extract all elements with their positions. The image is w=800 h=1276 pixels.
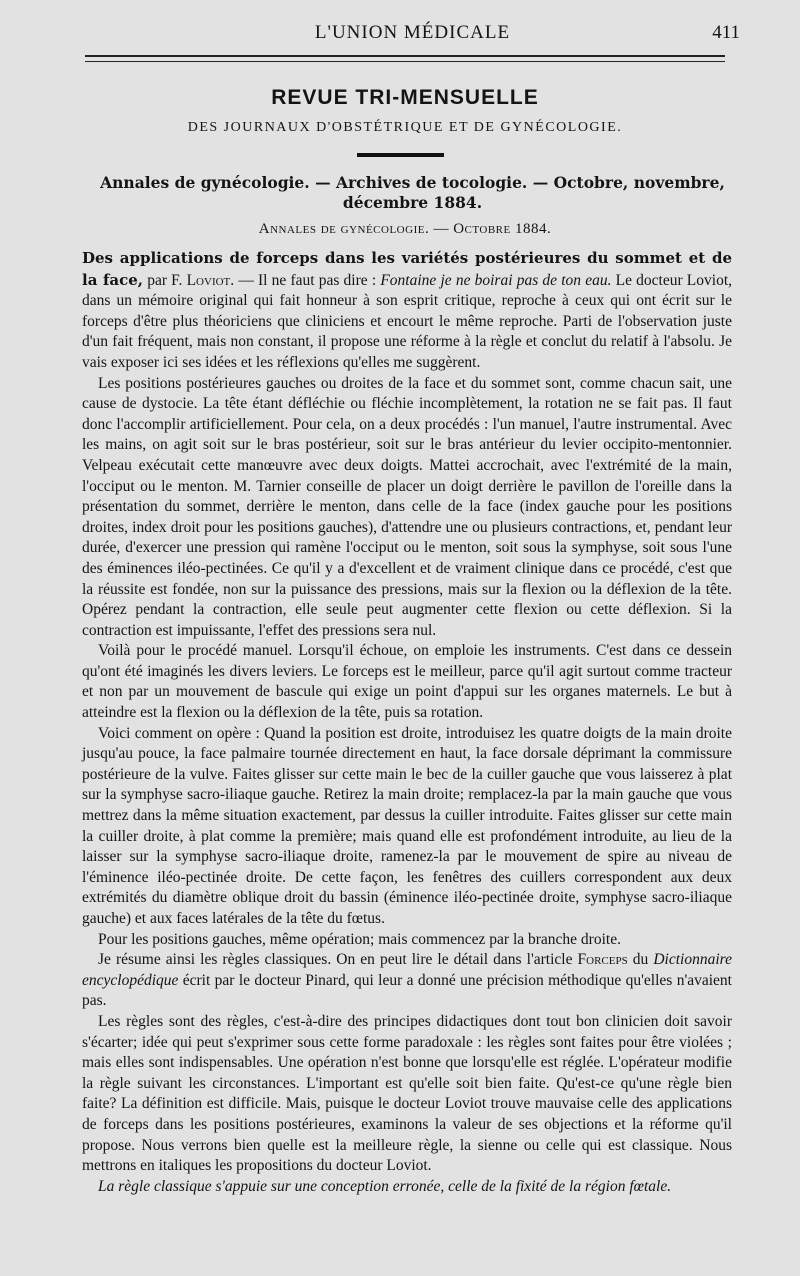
section-title: REVUE TRI-MENSUELLE bbox=[271, 86, 539, 109]
intro-lead: . — Il ne faut pas dire : bbox=[230, 271, 381, 289]
paragraph-intro bbox=[82, 248, 732, 374]
paragraph-italic: La règle classique s'appuie sur une conception erronée, celle de la fixité de la région fœtale. bbox=[98, 1177, 672, 1195]
page-number: 411 bbox=[712, 22, 740, 43]
section-divider bbox=[357, 153, 444, 157]
paragraph bbox=[82, 950, 732, 1012]
author-prefix: par F. bbox=[143, 271, 187, 289]
text-run: écrit par le docteur Pinard, qui leur a donné une précision méthodique qu'elles n'avaient pas. bbox=[82, 971, 732, 1010]
paragraph: Les règles sont des règles, c'est-à-dire des principes didactiques dont tout bon clinicien doit savoir s'écarter; idée qui peut s'exprimer sous cette forme paradoxale : les règles sont faites pour être violées ; mais elles sont indispensables. Une opération n'est bonne que lorsqu'elle est réglée. L'opérateur modifie la règle suivant les circonstances. L'important est qu'elle soit bien faite. Qu'est-ce qu'une règle bien faite? La définition est difficile. Mais, puisque le docteur Loviot trouve mauvaise celle des applications de forceps dans les positions postérieures, examinons la valeur de ses objections et la réforme qu'il propose. Nous verrons bien quelle est la meilleure règle, la sienne ou celle qui est classique. Nous mettrons en italiques les propositions du docteur Loviot. bbox=[82, 1012, 732, 1175]
paragraph: Voici comment on opère : Quand la position est droite, introduisez les quatre doigts de la main droite jusqu'au pouce, la face palmaire tournée directement en haut, la face dorsale déprimant la commissure postérieure de la vulve. Faites glisser sur cette main le bec de la cuiller gauche que vous laisserez à plat sur la symphyse sacro-iliaque gauche. Retirez la main droite; remplacez-la par la main gauche que vous mettrez dans la même situation exactement, par dessus la cuiller introduite. Faites glisser sur cette main la cuiller droite, à plat comme la première; mais quand elle est profondément introduite, au lieu de la laisser sur la symphyse sacro-iliaque droite, ramenez-la par le mouvement de spire au niveau de l'éminence iléo-pectinée droite. De cette façon, les fenêtres des cuillers correspondent aux deux extrémités du diamètre oblique droit du bassin (éminence iléo-pectinée droite, symphyse sacro-iliaque gauche) et aux faces latérales de la tête du fœtus. bbox=[82, 724, 732, 927]
header-rule-thin bbox=[85, 61, 725, 62]
subject-heading: Annales de gynécologie. — Archives de tocologie. — Octobre, novembre, décembre 1884. bbox=[100, 173, 725, 212]
section-subtitle: DES JOURNAUX D'OBSTÉTRIQUE ET DE GYNÉCOLOGIE. bbox=[187, 120, 623, 135]
running-title: L'UNION MÉDICALE bbox=[314, 22, 511, 43]
article-body bbox=[82, 248, 732, 1197]
paragraph: Pour les positions gauches, même opération; mais commencez par la branche droite. bbox=[98, 930, 621, 948]
intro-rest: Le docteur Loviot, dans un mémoire original qui fait honneur à son esprit critique, reproche à ceux qui ont écrit sur le forceps d'être plus théoriciens que cliniciens et encourt le même reproche. Parti de l'observation juste d'un fait fréquent, mais non constant, il propose une réforme à la règle et conclut du relatif à l'absolu. Je vais exposer ici ses idées et les réflexions qu'elles me suggèrent. bbox=[82, 271, 733, 371]
text-run: Forceps bbox=[577, 951, 628, 969]
header-rule bbox=[85, 55, 725, 57]
proverb: Fontaine je ne boirai pas de ton eau. bbox=[380, 271, 612, 289]
dictionary-title: Dictionnaire encyclopédique bbox=[82, 951, 732, 989]
paragraph: Voilà pour le procédé manuel. Lorsqu'il échoue, on emploie les instruments. C'est dans ce dessein qu'ont été imaginés les divers leviers. Le forceps est le meilleur, parce qu'il agit surtout comme tracteur et non par un mouvement de bascule qui exige un point d'appui sur les organes maternels. Le but à atteindre est la flexion ou la déflexion de la tête, puis sa rotation. bbox=[82, 642, 732, 722]
text-run: du bbox=[627, 951, 654, 969]
running-header bbox=[85, 22, 740, 46]
text-run: Je résume ainsi les règles classiques. On en peut lire le détail dans l'article bbox=[98, 951, 578, 969]
article-title: Des applications de forceps dans les variétés postérieures du sommet et de la face, bbox=[82, 249, 732, 289]
author-name: Loviot bbox=[186, 271, 231, 289]
paragraph: Les positions postérieures gauches ou droites de la face et du sommet sont, comme chacun sait, une cause de dystocie. La tête étant défléchie ou fléchie incomplètement, la rotation ne se fait pas. Il faut donc l'accomplir artificiellement. Pour cela, on a deux procédés : l'un manuel, l'autre instrumental. Avec les mains, on agit soit sur le bras postérieur, soit sur le bras antérieur du levier occipito-mentonnier. Velpeau exécutait cette manœuvre avec deux doigts. Mattei accrochait, avec l'extrémité de la main, l'occiput ou le menton. M. Tarnier conseille de placer un doigt derrière le pavillon de l'oreille dans la présentation du sommet, derrière le menton, dans celle de la face (index gauche pour les positions droites, index droit pour les positions gauches), d'attendre une ou plusieurs contractions, et, pendant leur durée, d'exercer une pression qui ramène l'occiput ou le menton, soit sous la symphyse, soit sous l'une des éminences iléo-pectinées. Ce qu'il y a d'excellent et de vraiment clinique dans ce procédé, c'est que la réussite est fondée, non sur la puissance des pressions, mais sur la flexion ou la déflexion de la tête. Opérez pendant la contraction, elle seule peut augmenter cette flexion ou cette déflexion. Si la contraction est impuissante, l'effet des pressions sera nul. bbox=[82, 374, 732, 639]
journal-line: Annales de gynécologie. — Octobre 1884. bbox=[258, 221, 552, 237]
